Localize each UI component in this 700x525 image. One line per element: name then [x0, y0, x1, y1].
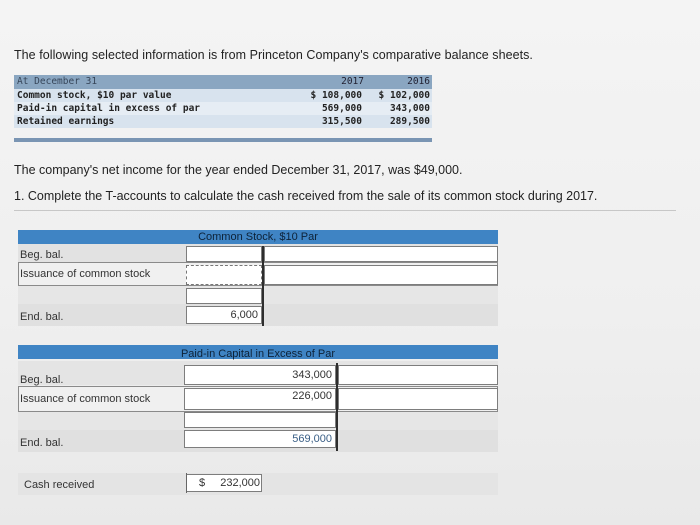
row-value-2017: $ 108,000 [310, 90, 362, 101]
currency-symbol: $ [199, 477, 206, 489]
row-value-2016: 343,000 [389, 103, 430, 114]
cs-issuance-debit-input[interactable] [186, 265, 262, 285]
row-label: Retained earnings [17, 116, 115, 127]
table-row [14, 102, 432, 115]
t-account-title: Paid-in Capital in Excess of Par [180, 348, 336, 360]
table-row [14, 89, 432, 102]
cs-issuance-credit-input[interactable] [264, 265, 498, 285]
cs-end-bal-value: 6,000 [230, 309, 258, 321]
t-account-title: Common Stock, $10 Par [198, 231, 318, 243]
pic-beg-bal-credit-input[interactable] [338, 365, 498, 385]
pic-beg-bal-value: 343,000 [292, 369, 332, 381]
balance-sheet-table [14, 75, 432, 142]
header-year-2017: 2017 [341, 76, 364, 87]
net-income-text: The company's net income for the year ended December 31, 2017, was $49,000. [14, 163, 463, 177]
table-spacer [14, 128, 432, 138]
intro-text: The following selected information is from Princeton Company's comparative balance sheets. [14, 48, 533, 62]
cs-total-debit-input[interactable] [186, 288, 262, 304]
end-bal-label: End. bal. [20, 311, 64, 323]
beg-bal-label: Beg. bal. [20, 374, 64, 386]
cell-edge [186, 473, 187, 493]
question-text: 1. Complete the T-accounts to calculate the cash received from the sale of its common stock during 2017. [14, 189, 598, 203]
pic-issuance-value: 226,000 [292, 390, 332, 402]
row-value-2017: 315,500 [321, 116, 362, 127]
row-value-2017: 569,000 [321, 103, 362, 114]
row-value-2016: $ 102,000 [378, 90, 430, 101]
cash-received-value: 232,000 [220, 477, 260, 489]
issuance-label: Issuance of common stock [20, 268, 151, 280]
pic-end-bal-value: 569,000 [292, 433, 332, 445]
balance-sheet-header [14, 75, 432, 89]
cs-beg-bal-debit-input[interactable] [186, 246, 262, 262]
cs-beg-bal-credit-input[interactable] [264, 246, 498, 262]
t-account-divider [262, 246, 264, 326]
cash-received-label: Cash received [24, 479, 95, 491]
header-label: At December 31 [17, 76, 98, 87]
question-divider [14, 210, 676, 211]
row-label: Paid-in capital in excess of par [17, 103, 201, 114]
table-bottom-rule [14, 138, 432, 142]
issuance-label: Issuance of common stock [20, 393, 151, 405]
table-row [14, 115, 432, 128]
beg-bal-label: Beg. bal. [20, 249, 64, 261]
t-account-divider [336, 363, 338, 451]
pic-issuance-credit-input[interactable] [338, 388, 498, 410]
header-year-2016: 2016 [407, 76, 430, 87]
pic-total-debit-input[interactable] [184, 412, 336, 428]
row-value-2016: 289,500 [389, 116, 430, 127]
row-label: Common stock, $10 par value [17, 90, 172, 101]
end-bal-label: End. bal. [20, 437, 64, 449]
